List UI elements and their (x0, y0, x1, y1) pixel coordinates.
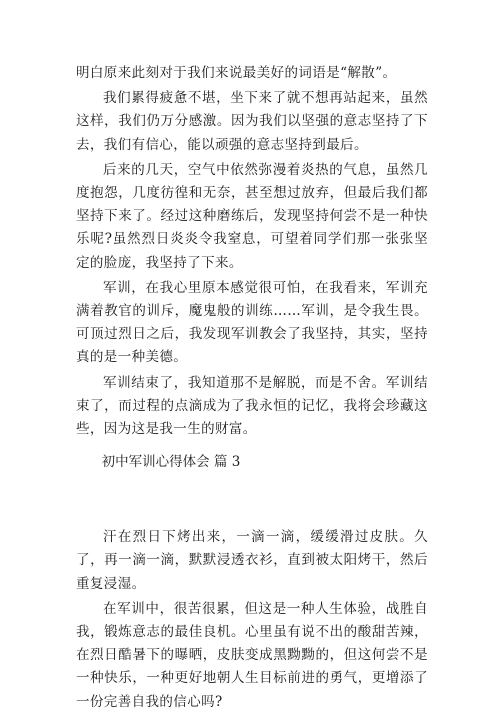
blank-gap (76, 474, 428, 526)
paragraph-3: 后来的几天，空气中依然弥漫着炎热的气息，虽然几度抱怨，几度彷徨和无奈，甚至想过放弃，但最后我们都坚持下来了。经过这种磨练后，发现坚持何尝不是一种快乐呢?虽然烈日炎炎令我窒息，可望着同学们那一张张坚定的脸庞，我坚持了下来。 (76, 161, 428, 271)
paragraph-2: 我们累得疲惫不堪，坐下来了就不想再站起来，虽然这样，我们仍万分感激。因为我们以坚强的意志坚持了下去，我们有信心，能以顽强的意志坚持到最后。 (76, 90, 428, 153)
paragraph-1: 明白原来此刻对于我们来说最美好的词语是“解散”。 (76, 65, 397, 81)
paragraph-7: 在军训中，很苦很累，但这是一种人生体验，战胜自我，锻炼意志的最佳良机。心里虽有说不出的酸甜苦辣，在烈日酷暑下的曝晒，皮肤变成黑黝黝的，但这何尝不是一种快乐，一种更好地朝人生目标前进的勇气，更增添了一份完善自我的信心吗? (76, 600, 428, 710)
section-heading: 初中军训心得体会 篇 3 (101, 454, 241, 471)
paragraph-4: 军训，在我心里原本感觉很可怕，在我看来，军训充满着教官的训斥，魔鬼般的训练……军训，是令我生畏。可顶过烈日之后，我发现军训教会了我坚持，其实，坚持真的是一种美德。 (76, 279, 428, 366)
paragraph-6: 汗在烈日下烤出来，一滴一滴，缓缓滑过皮肤。久了，再一滴一滴，默默浸透衣衫，直到被太阳烤干，然后重复浸湿。 (76, 529, 428, 592)
paragraph-5: 军训结束了，我知道那不是解脱，而是不舍。军训结束了，而过程的点滴成为了我永恒的记忆，我将会珍藏这些，因为这是我一生的财富。 (76, 374, 428, 438)
document-page (76, 62, 428, 716)
